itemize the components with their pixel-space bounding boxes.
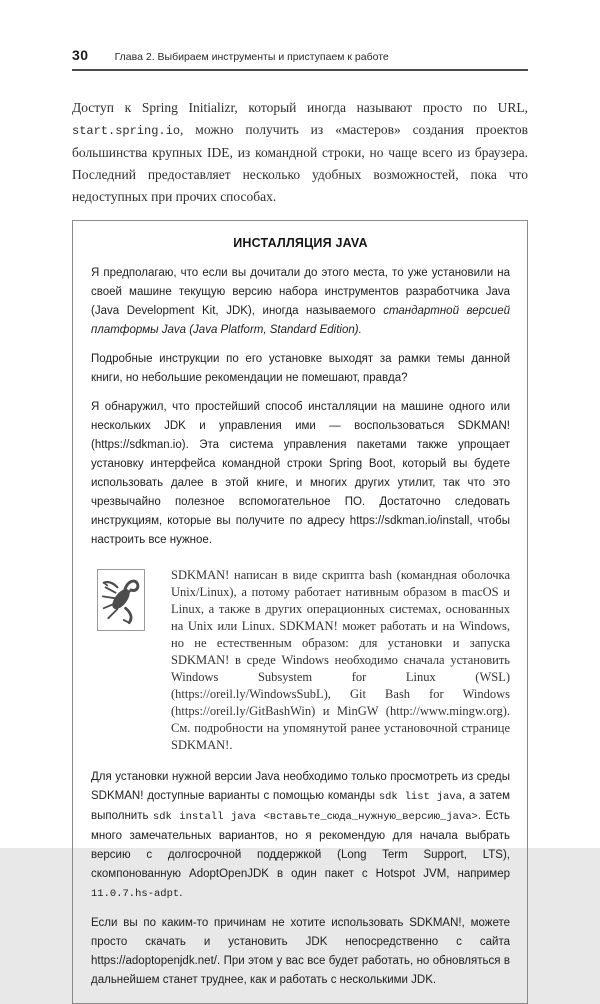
p1-run-1: Я предполагаю, что если вы дочитали до этого места, то уже установили на своей машине текущую версию набора инструментов разработчика Java (Java Development Kit, JDK), иногда называемого — [91, 267, 510, 317]
page-number: 30 — [72, 47, 89, 63]
inline-code-sdk-list: sdk list java — [378, 791, 462, 803]
p4-run-1: Для установки нужной версии Java необходимо только просмотреть из среды SDKMAN! доступные варианты с помощью команды — [91, 771, 510, 802]
header-rule — [72, 69, 528, 71]
scorpion-icon — [97, 569, 145, 631]
inline-code-sdk-install: sdk install java <вставьте_сюда_нужную_версию_java> — [152, 811, 478, 823]
warning-note-text: SDKMAN! написан в виде скрипта bash (командная оболочка Unix/Linux), а потому работает нативным образом в macOS и Linux, а также в других операционных системах, основанных на Unix или Linux. SDKMAN! может работать и на Windows, но не естественным образом: для установки и запуска SDKMAN! в среде Windows необходимо сначала установить Windows Subsystem for Linux (WSL) (https://oreil.ly/WindowsSubL), Git Bash for Windows (https://oreil.ly/GitBashWin) и MinGW (http://www.mingw.org). См. подробности на упомянутой ранее установочной странице SDKMAN!. — [171, 568, 510, 752]
box-paragraph-5: Если вы по каким-то причинам не хотите использовать SDKMAN!, можете просто скачать и установить JDK непосредственно с сайта https://adoptopenjdk.net/. При этом у вас все будет работать, но обновляться в дальнейшем станет труднее, как и работать с несколькими JDK. — [91, 917, 510, 986]
warning-note — [91, 567, 510, 754]
box-paragraph-1 — [91, 264, 510, 340]
p1-italic-run: стандартной версией платформы Java (Java Platform, Standard Edition). — [91, 305, 511, 336]
chapter-title: Глава 2. Выбираем инструменты и приступаем к работе — [114, 51, 389, 63]
box-paragraph-4 — [91, 768, 510, 904]
intro-run-2: , можно получить из «мастеров» создания проектов большинства крупных IDE, из командной строки, но чаще всего из браузера. Последний предоставляет несколько удобных возможностей, пока что недоступных при прочих способах. — [72, 122, 528, 204]
box-title: ИНСТАЛЛЯЦИЯ JAVA — [233, 236, 368, 250]
intro-paragraph — [72, 97, 528, 208]
running-header — [72, 0, 528, 63]
box-paragraph-2: Подробные инструкции по его установке выходят за рамки темы данной книги, но небольшие рекомендации не помешают, правда? — [91, 353, 510, 384]
p4-run-3: . Есть много замечательных вариантов, но я рекомендую для начала выбрать версию с долгосрочной поддержкой (Long Term Support, LTS), скомпонованную AdoptOpenJDK в один пакет с Hotspot JVM, например — [91, 810, 510, 880]
sidebar-box-java-installation — [72, 220, 528, 1004]
p4-run-4: . — [179, 887, 183, 899]
inline-code-url: start.spring.io — [72, 124, 181, 138]
inline-code-version: 11.0.7.hs-adpt — [91, 888, 180, 900]
p4-run-2: , а затем выполнить — [91, 790, 510, 822]
box-paragraph-3: Я обнаружил, что простейший способ инсталляции на машине одного или нескольких JDK и управления ими — воспользоваться SDKMAN! (https://sdkman.io). Эта система управления пакетами также упрощает установку интерфейса командной строки Spring Boot, который вы будете использовать далее в этой книге, и многих других утилит, так что это чрезвычайно полезное вспомогательное ПО. Достаточно следовать инструкциям, которые вы получите по адресу https://sdkman.io/install, чтобы настроить все нужное. — [91, 401, 510, 546]
intro-run-1: Доступ к Spring Initializr, который иногда называют просто по URL, — [72, 100, 528, 115]
